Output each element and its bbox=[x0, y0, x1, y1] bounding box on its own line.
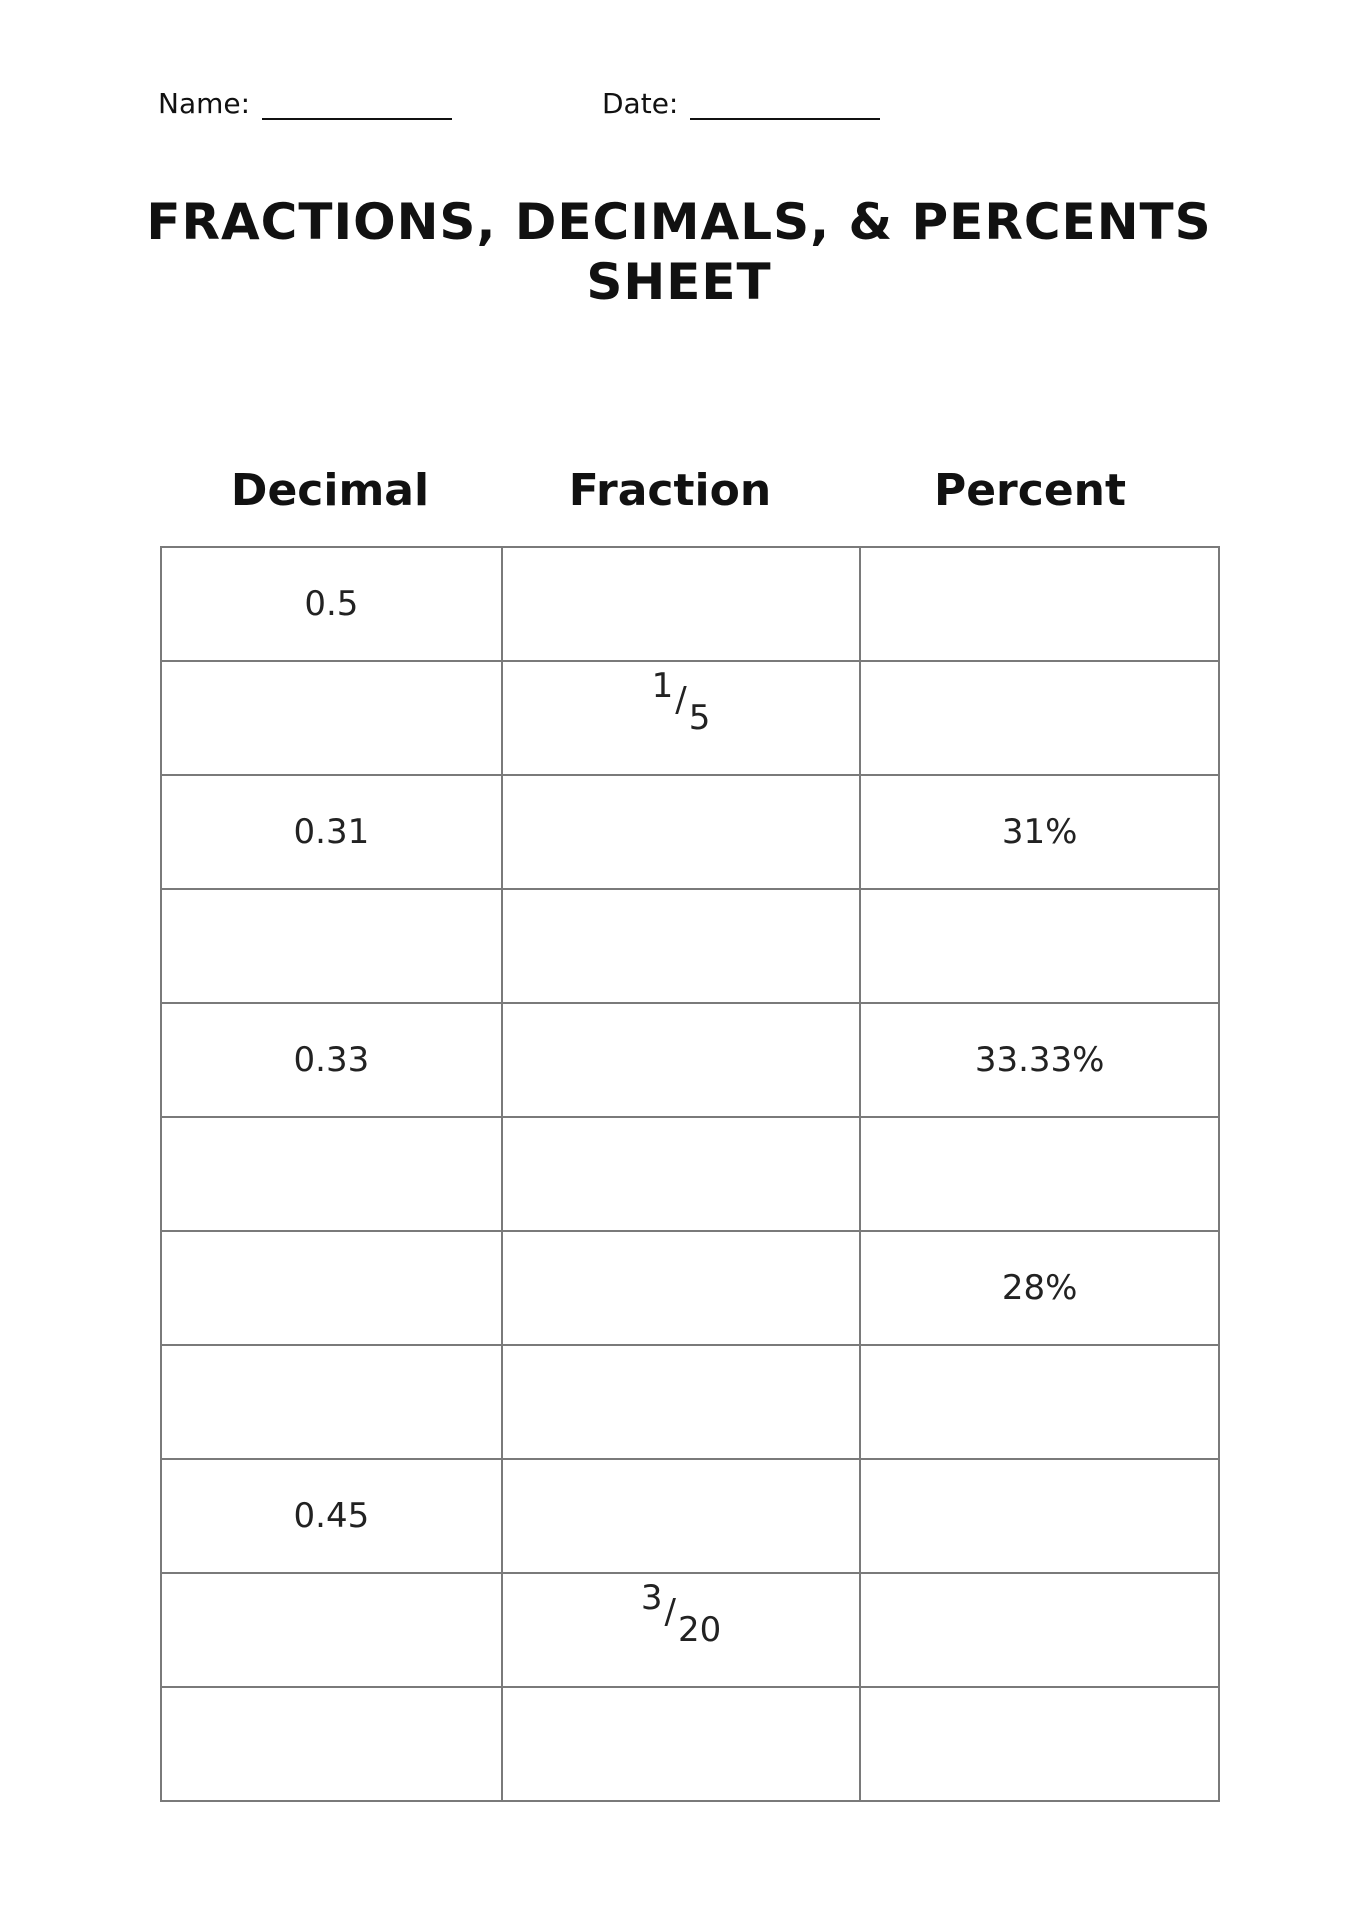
table-row bbox=[161, 1687, 1219, 1801]
decimal-value: 0.45 bbox=[293, 1496, 370, 1536]
decimal-cell[interactable] bbox=[161, 1003, 502, 1117]
table-row bbox=[161, 547, 1219, 661]
decimal-cell[interactable] bbox=[161, 775, 502, 889]
decimal-cell[interactable] bbox=[161, 547, 502, 661]
column-header-decimal: Decimal bbox=[230, 465, 430, 516]
column-header-fraction: Fraction bbox=[568, 465, 772, 516]
percent-cell[interactable] bbox=[860, 775, 1219, 889]
fraction-cell[interactable] bbox=[502, 1459, 861, 1573]
percent-cell[interactable] bbox=[860, 661, 1219, 775]
table-row bbox=[161, 1231, 1219, 1345]
fraction-cell[interactable] bbox=[502, 1117, 861, 1231]
decimal-cell[interactable] bbox=[161, 1231, 502, 1345]
fraction-value bbox=[503, 666, 860, 738]
table-row bbox=[161, 889, 1219, 1003]
column-header-percent: Percent bbox=[933, 465, 1127, 516]
decimal-cell[interactable] bbox=[161, 1345, 502, 1459]
title-line-2: SHEET bbox=[586, 253, 772, 311]
table-row bbox=[161, 1573, 1219, 1687]
decimal-cell[interactable] bbox=[161, 661, 502, 775]
percent-cell[interactable] bbox=[860, 1573, 1219, 1687]
page-title bbox=[0, 192, 1358, 312]
fraction-cell[interactable] bbox=[502, 661, 861, 775]
fraction-cell[interactable] bbox=[502, 1345, 861, 1459]
fraction-cell[interactable] bbox=[502, 1231, 861, 1345]
decimal-cell[interactable] bbox=[161, 1687, 502, 1801]
date-label: Date: bbox=[602, 87, 679, 120]
fraction-cell[interactable] bbox=[502, 1687, 861, 1801]
decimal-value: 0.31 bbox=[293, 812, 370, 852]
fraction-numerator: 1 bbox=[651, 666, 674, 706]
percent-value: 33.33% bbox=[974, 1040, 1105, 1080]
percent-value: 28% bbox=[1001, 1268, 1078, 1308]
percent-value: 31% bbox=[1001, 812, 1078, 852]
conversion-table bbox=[160, 546, 1220, 1802]
fraction-slash: / bbox=[675, 680, 687, 720]
table-row bbox=[161, 1003, 1219, 1117]
header-fields bbox=[158, 86, 679, 120]
percent-cell[interactable] bbox=[860, 1003, 1219, 1117]
decimal-value: 0.5 bbox=[304, 584, 359, 624]
fraction-cell[interactable] bbox=[502, 547, 861, 661]
table-row bbox=[161, 1117, 1219, 1231]
decimal-cell[interactable] bbox=[161, 1459, 502, 1573]
table-row bbox=[161, 775, 1219, 889]
title-line-1: FRACTIONS, DECIMALS, & PERCENTS bbox=[146, 193, 1212, 251]
decimal-cell[interactable] bbox=[161, 889, 502, 1003]
name-blank-line[interactable] bbox=[262, 86, 452, 120]
fraction-numerator: 3 bbox=[640, 1578, 663, 1618]
date-field[interactable] bbox=[602, 86, 880, 120]
fraction-denominator: 20 bbox=[677, 1610, 722, 1650]
percent-cell[interactable] bbox=[860, 1231, 1219, 1345]
fraction-cell[interactable] bbox=[502, 889, 861, 1003]
percent-cell[interactable] bbox=[860, 1345, 1219, 1459]
decimal-cell[interactable] bbox=[161, 1573, 502, 1687]
decimal-cell[interactable] bbox=[161, 1117, 502, 1231]
date-blank-line[interactable] bbox=[690, 86, 880, 120]
fraction-cell[interactable] bbox=[502, 775, 861, 889]
percent-cell[interactable] bbox=[860, 889, 1219, 1003]
table-row bbox=[161, 1459, 1219, 1573]
percent-cell[interactable] bbox=[860, 1459, 1219, 1573]
fraction-denominator: 5 bbox=[688, 698, 711, 738]
percent-cell[interactable] bbox=[860, 547, 1219, 661]
column-headers bbox=[160, 465, 1220, 525]
percent-cell[interactable] bbox=[860, 1687, 1219, 1801]
table-row bbox=[161, 1345, 1219, 1459]
name-field[interactable] bbox=[158, 86, 452, 120]
percent-cell[interactable] bbox=[860, 1117, 1219, 1231]
name-label: Name: bbox=[158, 87, 251, 120]
table-row bbox=[161, 661, 1219, 775]
fraction-slash: / bbox=[664, 1592, 676, 1632]
fraction-cell[interactable] bbox=[502, 1573, 861, 1687]
decimal-value: 0.33 bbox=[293, 1040, 370, 1080]
fraction-cell[interactable] bbox=[502, 1003, 861, 1117]
fraction-value bbox=[503, 1578, 860, 1650]
